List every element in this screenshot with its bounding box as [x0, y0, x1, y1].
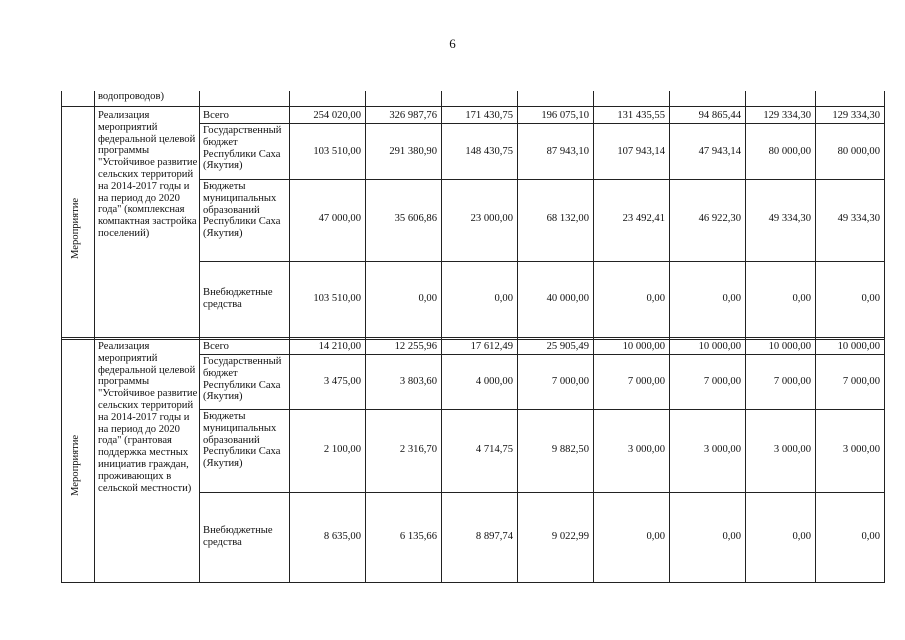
block-2-source-municipal: Бюджеты муниципальных образований Республики Саха (Якутия) — [203, 411, 281, 470]
block-1-source-municipal: Бюджеты муниципальных образований Республики Саха (Якутия) — [203, 181, 281, 240]
table-cell: 68 132,00 — [546, 213, 589, 224]
table-cell: 129 334,30 — [832, 110, 880, 121]
table-cell: 49 334,30 — [837, 213, 880, 224]
block-1-source-total: Всего — [203, 110, 229, 121]
table-cell: 10 000,00 — [698, 341, 741, 352]
table-cell: 9 882,50 — [551, 444, 589, 455]
table-cell: 80 000,00 — [837, 146, 880, 157]
table-cell: 47 000,00 — [318, 213, 361, 224]
table-cell: 129 334,30 — [763, 110, 811, 121]
table-cell: 10 000,00 — [768, 341, 811, 352]
block-1-source-extrabudget: Внебюджетные средства — [203, 287, 273, 310]
table-cell: 0,00 — [792, 293, 811, 304]
table-cell: 23 000,00 — [470, 213, 513, 224]
table-cell: 35 606,86 — [394, 213, 437, 224]
table-cell: 3 000,00 — [773, 444, 811, 455]
block-2-source-total: Всего — [203, 341, 229, 352]
table-cell: 107 943,14 — [617, 146, 665, 157]
table-cell: 3 803,60 — [399, 376, 437, 387]
table-cell: 0,00 — [494, 293, 513, 304]
table-cell: 148 430,75 — [465, 146, 513, 157]
table-cell: 2 100,00 — [323, 444, 361, 455]
table-cell: 10 000,00 — [622, 341, 665, 352]
block-2-name: Реализация мероприятий федеральной целевой программы "Устойчивое развитие сельских территорий на 2014-2017 годы и на период до 2020 года" (грантовая поддержка местных инициатив граждан, проживающих в сельской местности) — [98, 341, 198, 494]
table-cell: 7 000,00 — [551, 376, 589, 387]
table-cell: 291 380,90 — [389, 146, 437, 157]
table-cell: 17 612,49 — [470, 341, 513, 352]
table-cell: 3 000,00 — [627, 444, 665, 455]
table-cell: 80 000,00 — [768, 146, 811, 157]
table-cell: 0,00 — [646, 293, 665, 304]
table-cell: 7 000,00 — [703, 376, 741, 387]
table-cell: 171 430,75 — [465, 110, 513, 121]
table-cell: 3 000,00 — [703, 444, 741, 455]
table-cell: 8 635,00 — [323, 531, 361, 542]
table-cell: 8 897,74 — [475, 531, 513, 542]
page-number: 6 — [449, 36, 456, 51]
table-cell: 10 000,00 — [837, 341, 880, 352]
table-cell: 46 922,30 — [698, 213, 741, 224]
table-cell: 0,00 — [861, 293, 880, 304]
table-cell: 131 435,55 — [617, 110, 665, 121]
table-cell: 103 510,00 — [313, 146, 361, 157]
block-2-source-extrabudget: Внебюджетные средства — [203, 525, 273, 548]
block-2-type-label: Мероприятие — [70, 434, 81, 496]
table-cell: 87 943,10 — [546, 146, 589, 157]
block-1-source-state-budget: Государственный бюджет Республики Саха (Якутия) — [203, 125, 282, 172]
table-cell: 6 135,66 — [399, 531, 437, 542]
table-cell: 4 000,00 — [475, 376, 513, 387]
table-cell: 40 000,00 — [546, 293, 589, 304]
table-cell: 94 865,44 — [698, 110, 741, 121]
table-cell: 3 475,00 — [323, 376, 361, 387]
block-1-name: Реализация мероприятий федеральной целевой программы "Устойчивое развитие сельских территорий на 2014-2017 годы и на период до 2020 года" (комплексная компактная застройка поселений) — [98, 110, 198, 239]
table-cell: 9 022,99 — [551, 531, 589, 542]
table-cell: 2 316,70 — [399, 444, 437, 455]
table-cell: 103 510,00 — [313, 293, 361, 304]
table-cell: 49 334,30 — [768, 213, 811, 224]
table-cell: 47 943,14 — [698, 146, 741, 157]
table-cell: 196 075,10 — [541, 110, 589, 121]
table-cell: 0,00 — [722, 531, 741, 542]
table-cell: 254 020,00 — [313, 110, 361, 121]
top-fragment-text: водопроводов) — [98, 91, 165, 102]
table-cell: 4 714,75 — [475, 444, 513, 455]
table-cell: 0,00 — [792, 531, 811, 542]
table-cell: 25 905,49 — [546, 341, 589, 352]
table-cell: 12 255,96 — [394, 341, 437, 352]
table-cell: 7 000,00 — [842, 376, 880, 387]
table-cell: 7 000,00 — [627, 376, 665, 387]
table-cell: 23 492,41 — [622, 213, 665, 224]
table-cell: 326 987,76 — [389, 110, 437, 121]
table-cell: 0,00 — [418, 293, 437, 304]
table-cell: 14 210,00 — [318, 341, 361, 352]
block-1-type-label: Мероприятие — [70, 197, 81, 259]
table-cell: 0,00 — [722, 293, 741, 304]
table-cell: 3 000,00 — [842, 444, 880, 455]
table-cell: 0,00 — [861, 531, 880, 542]
table-cell: 7 000,00 — [773, 376, 811, 387]
block-2-source-state-budget: Государственный бюджет Республики Саха (Якутия) — [203, 356, 282, 403]
table-cell: 0,00 — [646, 531, 665, 542]
